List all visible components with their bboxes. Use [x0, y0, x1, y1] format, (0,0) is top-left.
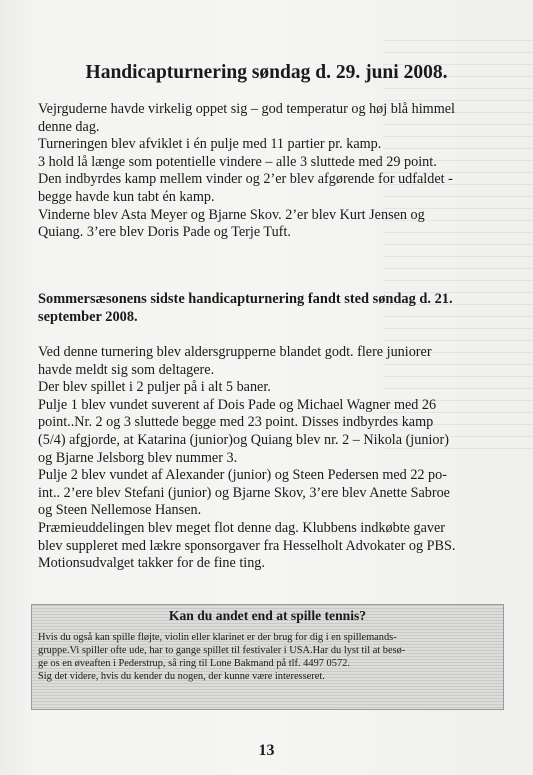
body-line: Pulje 1 blev vundet suverent af Dois Pade og Michael Wagner med 26 — [38, 396, 437, 413]
section-heading — [38, 290, 508, 326]
september-paragraph — [38, 344, 508, 573]
announcement-box — [31, 604, 504, 710]
intro-line: Vinderne blev Asta Meyer og Bjarne Skov. 2’er blev Kurt Jensen og — [38, 206, 425, 223]
announcement-body — [38, 631, 498, 683]
intro-paragraph — [38, 101, 508, 242]
intro-line: Quiang. 3’ere blev Doris Pade og Terje Tuft. — [38, 224, 291, 241]
body-line: Pulje 2 blev vundet af Alexander (junior) og Steen Pedersen med 22 po- — [38, 467, 447, 484]
intro-line: Den indbyrdes kamp mellem vinder og 2’er blev afgørende for udfaldet - — [38, 171, 453, 188]
body-line: og Bjarne Jelsborg blev nummer 3. — [38, 449, 238, 466]
body-line: Der blev spillet i 2 puljer på i alt 5 baner. — [38, 379, 271, 396]
announcement-line: ge os en øveaften i Pederstrup, så ring til Lone Bakmand på tlf. 4497 0572. — [38, 658, 350, 669]
body-line: blev suppleret med lækre sponsorgaver fra Hesselholt Advokater og PBS. — [38, 537, 456, 554]
intro-line: Vejrguderne havde virkelig oppet sig – god temperatur og høj blå himmel — [38, 101, 455, 117]
announcement-line: gruppe.Vi spiller ofte ude, har to gange spillet til festivaler i USA.Har du lyst til at besø- — [38, 645, 406, 656]
intro-line: Turneringen blev afviklet i én pulje med 11 partier pr. kamp. — [38, 136, 382, 153]
body-line: Ved denne turnering blev aldersgrupperne blandet godt. flere juniorer — [38, 344, 432, 360]
announcement-line: Sig det videre, hvis du kender du nogen, der kunne være interesseret. — [38, 671, 325, 682]
intro-line: 3 hold lå længe som potentielle vindere – alle 3 sluttede med 29 point. — [38, 153, 437, 170]
announcement-heading: Kan du andet end at spille tennis? — [168, 608, 367, 623]
page-number: 13 — [258, 742, 275, 759]
body-line: og Steen Nellemose Hansen. — [38, 502, 202, 519]
intro-line: begge havde kun tabt én kamp. — [38, 188, 215, 205]
body-line: point..Nr. 2 og 3 sluttede begge med 23 point. Disses indbyrdes kamp — [38, 414, 434, 431]
body-line: (5/4) afgjorde, at Katarina (junior)og Quiang blev nr. 2 – Nikola (junior) — [38, 431, 449, 448]
intro-line: denne dag. — [38, 118, 100, 135]
section-heading-line: Sommersæsonens sidste handicapturnering fandt sted søndag d. 21. — [38, 291, 453, 307]
body-line: Præmieuddelingen blev meget flot denne dag. Klubbens indkøbte gaver — [38, 519, 446, 536]
article-title: Handicapturnering søndag d. 29. juni 2008. — [85, 62, 448, 83]
body-line: havde meldt sig som deltagere. — [38, 361, 215, 378]
announcement-line: Hvis du også kan spille fløjte, violin eller klarinet er der brug for dig i en spillemands- — [38, 632, 397, 643]
body-line: int.. 2’ere blev Stefani (junior) og Bjarne Skov, 3’ere blev Anette Sabroe — [38, 484, 450, 501]
body-line: Motionsudvalget takker for de fine ting. — [38, 555, 265, 572]
section-heading-line: september 2008. — [38, 309, 138, 325]
